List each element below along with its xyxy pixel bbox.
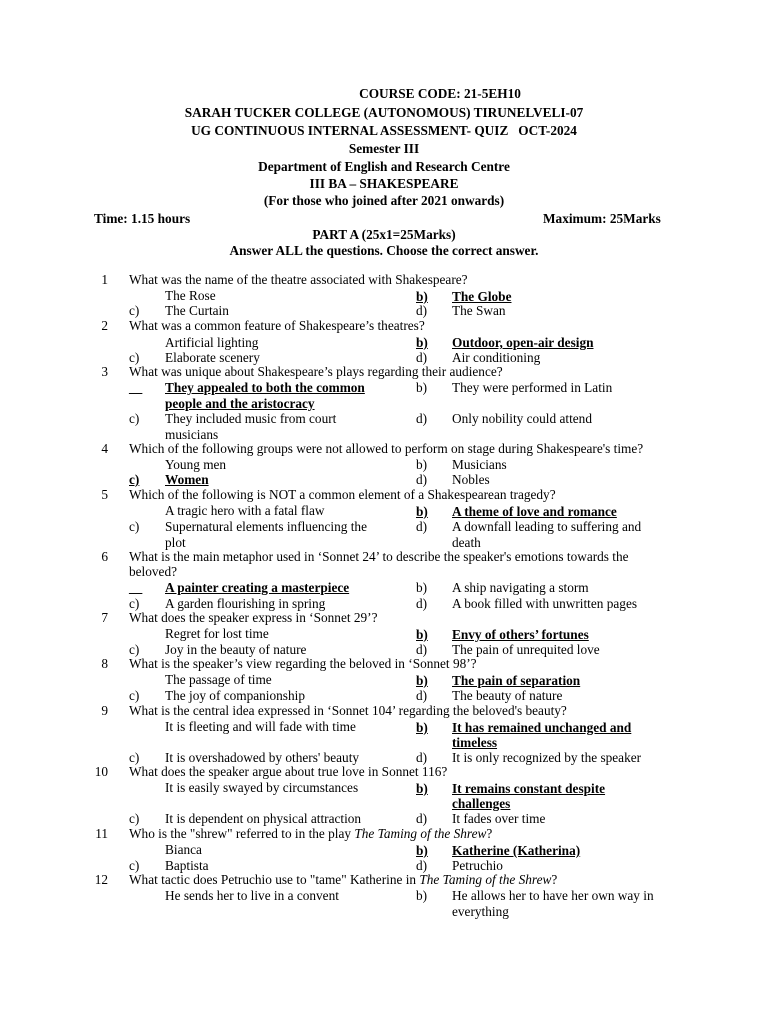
option-b: Outdoor, open-air design <box>452 335 594 350</box>
option-b-label: b) <box>416 504 428 519</box>
option-d: Petruchio <box>452 858 503 873</box>
option-c-label: c) <box>129 596 140 611</box>
option-a: It is easily swayed by circumstances <box>165 780 359 795</box>
option-b-label: b) <box>416 781 428 796</box>
question-number: 5 <box>101 487 108 502</box>
option-d: A book filled with unwritten pages <box>452 596 638 611</box>
option-d-label: d) <box>416 858 428 873</box>
question-number: 11 <box>95 826 108 841</box>
question-text: What is the main metaphor used in ‘Sonnet 24’ to describe the speaker's emotions towards the <box>129 549 629 564</box>
option-a: Bianca <box>165 842 202 857</box>
option-c-label: c) <box>129 750 140 765</box>
question-number: 3 <box>101 364 108 379</box>
option-b-label: b) <box>416 580 428 595</box>
option-a: Young men <box>165 457 227 472</box>
option-d-label: d) <box>416 811 428 826</box>
option-b-label: b) <box>416 335 428 350</box>
option-b: The Globe <box>452 289 512 304</box>
option-b: They were performed in Latin <box>452 380 613 395</box>
assessment-title: UG CONTINUOUS INTERNAL ASSESSMENT- QUIZ OCT-2024 <box>191 123 577 138</box>
option-b: Musicians <box>452 457 507 472</box>
question-number: 8 <box>101 656 108 671</box>
question-text: What was unique about Shakespeare’s plays regarding their audience? <box>129 364 503 379</box>
option-a: He sends her to live in a convent <box>165 888 339 903</box>
question-number: 7 <box>101 610 108 625</box>
time-allowed: Time: 1.15 hours <box>94 211 191 226</box>
question-text: Who is the "shrew" referred to in the play The Taming of the Shrew? <box>129 826 493 841</box>
option-c-cont: musicians <box>165 427 219 442</box>
option-b: Katherine (Katherina) <box>452 843 581 858</box>
option-c: It is dependent on physical attraction <box>165 811 362 826</box>
option-d: Nobles <box>452 472 490 487</box>
option-d: The Swan <box>452 303 506 318</box>
part-heading: PART A (25x1=25Marks) <box>312 227 456 242</box>
option-d: It is only recognized by the speaker <box>452 750 642 765</box>
option-d-label: d) <box>416 303 428 318</box>
option-d-label: d) <box>416 411 428 426</box>
option-a: The Rose <box>165 288 216 303</box>
option-b: Envy of others’ fortunes <box>452 627 589 642</box>
maximum-marks: Maximum: 25Marks <box>543 211 661 226</box>
option-d-label: d) <box>416 519 428 534</box>
question-text: What is the speaker’s view regarding the beloved in ‘Sonnet 98’? <box>129 656 477 671</box>
college-name: SARAH TUCKER COLLEGE (AUTONOMOUS) TIRUNELVELI-07 <box>184 105 584 120</box>
option-b: A theme of love and romance <box>452 504 617 519</box>
option-a: Regret for lost time <box>165 626 269 641</box>
option-b-label: b) <box>416 843 428 858</box>
option-c-label: c) <box>129 811 140 826</box>
question-number: 9 <box>101 703 108 718</box>
instruction: Answer ALL the questions. Choose the correct answer. <box>229 243 539 258</box>
option-c: Women <box>165 472 209 487</box>
option-c: It is overshadowed by others' beauty <box>165 750 360 765</box>
option-b: It remains constant despite <box>452 781 606 796</box>
option-a-label: __ <box>129 580 143 595</box>
option-c-label: c) <box>129 350 140 365</box>
option-a: It is fleeting and will fade with time <box>165 719 356 734</box>
option-a: Artificial lighting <box>165 335 259 350</box>
batch-note: (For those who joined after 2021 onwards) <box>263 193 505 208</box>
question-number: 2 <box>101 318 108 333</box>
option-a-cont: people and the aristocracy <box>165 396 315 411</box>
question-text: Which of the following groups were not allowed to perform on stage during Shakespeare's time? <box>129 441 644 456</box>
option-d-label: d) <box>416 750 428 765</box>
option-d: It fades over time <box>452 811 546 826</box>
option-b-cont: everything <box>452 904 509 919</box>
question-text-cont: beloved? <box>129 564 177 579</box>
option-d-label: d) <box>416 472 428 487</box>
option-d-cont: death <box>452 535 481 550</box>
option-b-label: b) <box>416 627 428 642</box>
option-b-label: b) <box>416 888 428 903</box>
option-c-label: c) <box>129 472 140 487</box>
option-a-label: __ <box>129 380 143 395</box>
option-a: They appealed to both the common <box>165 380 365 395</box>
option-c: A garden flourishing in spring <box>165 596 326 611</box>
option-c-label: c) <box>129 688 140 703</box>
question-text: What does the speaker express in ‘Sonnet 29’? <box>129 610 378 625</box>
option-b: He allows her to have her own way in <box>452 888 654 903</box>
option-b-cont: challenges <box>452 796 511 811</box>
option-c-label: c) <box>129 411 140 426</box>
course-code: COURSE CODE: 21-5EH10 <box>359 86 521 101</box>
option-d: The pain of unrequited love <box>452 642 600 657</box>
option-c: Supernatural elements influencing the <box>165 519 367 534</box>
option-c: They included music from court <box>165 411 337 426</box>
paper-title: III BA – SHAKESPEARE <box>309 176 459 191</box>
option-d-label: d) <box>416 350 428 365</box>
option-c: Baptista <box>165 858 209 873</box>
question-text: What was the name of the theatre associated with Shakespeare? <box>129 272 468 287</box>
option-c-label: c) <box>129 642 140 657</box>
question-text: What does the speaker argue about true love in Sonnet 116? <box>129 764 448 779</box>
option-c: Elaborate scenery <box>165 350 260 365</box>
option-b: It has remained unchanged and <box>452 720 632 735</box>
option-b-label: b) <box>416 380 428 395</box>
question-number: 4 <box>101 441 108 456</box>
option-d: Air conditioning <box>452 350 541 365</box>
option-b-label: b) <box>416 289 428 304</box>
option-a: A painter creating a masterpiece <box>165 580 350 595</box>
option-b-cont: timeless <box>452 735 498 750</box>
option-c-label: c) <box>129 858 140 873</box>
option-c: Joy in the beauty of nature <box>165 642 307 657</box>
question-text: What was a common feature of Shakespeare’s theatres? <box>129 318 425 333</box>
question-text: What is the central idea expressed in ‘Sonnet 104’ regarding the beloved's beauty? <box>129 703 567 718</box>
option-c-label: c) <box>129 519 140 534</box>
option-d-label: d) <box>416 688 428 703</box>
option-a: The passage of time <box>165 672 272 687</box>
option-d-label: d) <box>416 642 428 657</box>
question-text: What tactic does Petruchio use to "tame" Katherine in The Taming of the Shrew? <box>129 872 558 887</box>
semester: Semester III <box>348 141 420 156</box>
question-number: 6 <box>101 549 108 564</box>
question-number: 10 <box>94 764 108 779</box>
option-c: The Curtain <box>165 303 229 318</box>
option-d: The beauty of nature <box>452 688 563 703</box>
option-c-cont: plot <box>165 535 186 550</box>
option-b-label: b) <box>416 457 428 472</box>
option-c: The joy of companionship <box>165 688 305 703</box>
option-d: Only nobility could attend <box>452 411 592 426</box>
option-d: A downfall leading to suffering and <box>452 519 642 534</box>
question-text: Which of the following is NOT a common element of a Shakespearean tragedy? <box>129 487 556 502</box>
option-a: A tragic hero with a fatal flaw <box>165 503 325 518</box>
option-b-label: b) <box>416 673 428 688</box>
option-b: A ship navigating a storm <box>452 580 589 595</box>
option-c-label: c) <box>129 303 140 318</box>
option-b: The pain of separation <box>452 673 581 688</box>
option-b-label: b) <box>416 720 428 735</box>
question-number: 1 <box>101 272 108 287</box>
question-number: 12 <box>94 872 108 887</box>
department: Department of English and Research Centre <box>258 159 510 174</box>
option-d-label: d) <box>416 596 428 611</box>
